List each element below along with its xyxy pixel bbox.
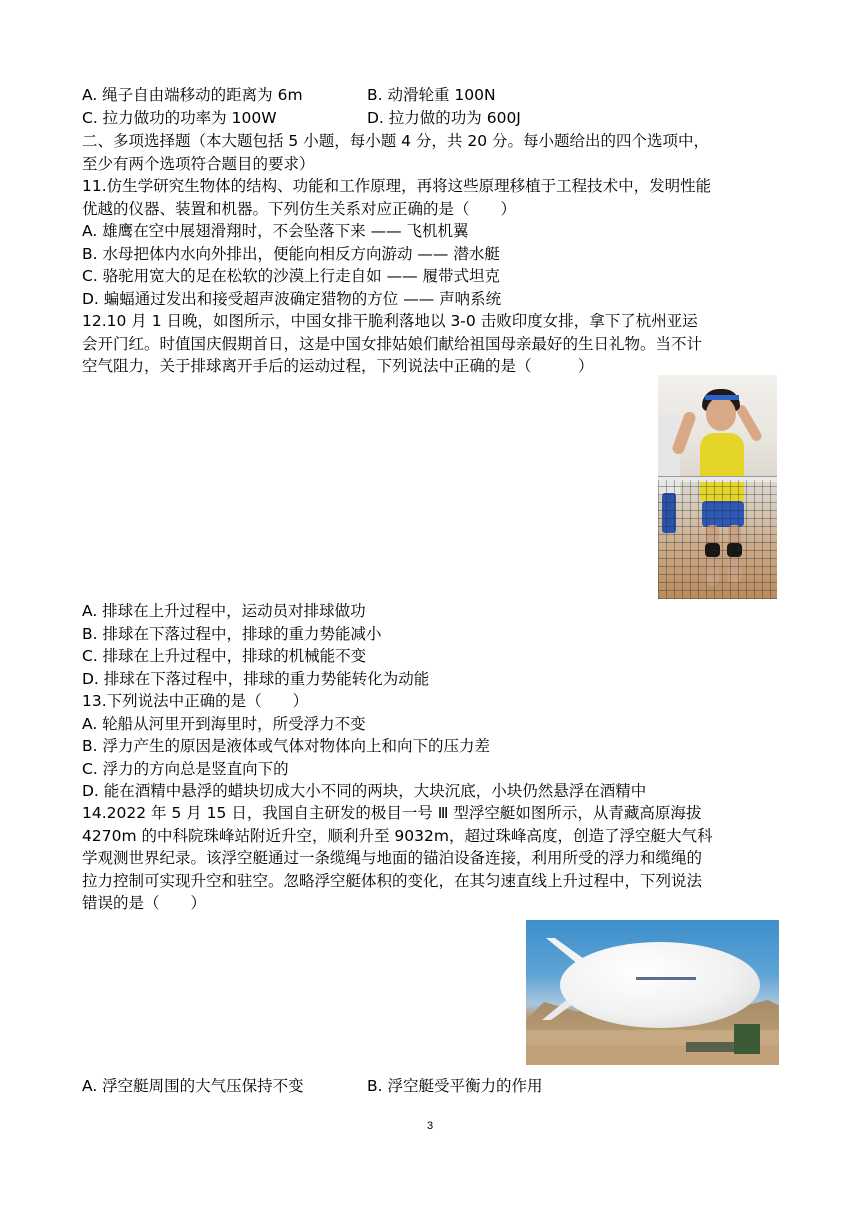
question-11 (82, 175, 711, 310)
q11-option-b: B. 水母把体内水向外排出，便能向相反方向游动 —— 潜水艇 (82, 244, 500, 263)
q11-stem-line-1: 11.仿生学研究生物体的结构、功能和工作原理，再将这些原理移植于工程技术中，发明性能 (82, 177, 712, 195)
q10-option-d: D. 拉力做的功为 600J (367, 108, 521, 127)
q14-stem-line-5: 错误的是（ ） (82, 894, 207, 912)
q11-option-a: A. 雄鹰在空中展翅滑翔时，不会坠落下来 —— 飞机机翼 (82, 222, 469, 240)
q12-stem-line-2: 会开门红。时值国庆假期首日，这是中国女排姑娘们献给祖国母亲最好的生日礼物。当不计 (82, 334, 703, 353)
q12-option-d: D. 排球在下落过程中，排球的重力势能转化为动能 (82, 669, 430, 688)
q10-options (82, 84, 521, 129)
question-14 (82, 802, 712, 915)
q12-options (82, 600, 429, 690)
q12-option-a: A. 排球在上升过程中，运动员对排球做功 (82, 602, 366, 620)
question-13 (82, 690, 646, 803)
q10-option-a: A. 绳子自由端移动的距离为 6m (82, 86, 303, 104)
q12-stem-line-3: 空气阻力，关于排球离开手后的运动过程，下列说法中正确的是（ ） (82, 357, 594, 375)
q12-stem-line-1: 12.10 月 1 日晚，如图所示，中国女排干脆利落地以 3-0 击败印度女排，拿下了杭州亚运 (82, 312, 698, 330)
q14-stem-line-3: 学观测世界纪录。该浮空艇通过一条缆绳与地面的锚泊设备连接，利用所受的浮力和缆绳的 (82, 849, 703, 867)
q14-stem-line-4: 拉力控制可实现升空和驻空。忽略浮空艇体积的变化，在其匀速直线上升过程中，下列说法 (82, 871, 703, 890)
q10-option-c: C. 拉力做功的功率为 100W (82, 108, 277, 127)
q13-stem: 13.下列说法中正确的是（ ） (82, 692, 309, 710)
q11-option-c: C. 骆驼用宽大的足在松软的沙漠上行走自如 —— 履带式坦克 (82, 267, 501, 285)
q14-option-b: B. 浮空艇受平衡力的作用 (367, 1077, 543, 1095)
section-2-heading (82, 130, 709, 175)
q12-option-c: C. 排球在上升过程中，排球的机械能不变 (82, 647, 367, 665)
airship-photo (526, 920, 779, 1065)
q14-option-a: A. 浮空艇周围的大气压保持不变 (82, 1077, 304, 1095)
q13-option-a: A. 轮船从河里开到海里时，所受浮力不变 (82, 714, 366, 733)
section-2-line-1: 二、多项选择题（本大题包括 5 小题，每小题 4 分，共 20 分。每小题给出的四个选项中， (82, 132, 710, 150)
q13-option-b: B. 浮力产生的原因是液体或气体对物体向上和向下的压力差 (82, 737, 490, 755)
q13-option-d: D. 能在酒精中悬浮的蜡块切成大小不同的两块，大块沉底，小块仍然悬浮在酒精中 (82, 782, 647, 800)
page-number: 3 (426, 1120, 434, 1132)
q10-option-b: B. 动滑轮重 100N (367, 86, 496, 104)
volleyball-player-photo (658, 375, 777, 599)
q13-option-c: C. 浮力的方向总是竖直向下的 (82, 759, 289, 778)
q14-options (82, 1075, 543, 1098)
q14-stem-line-1: 14.2022 年 5 月 15 日，我国自主研发的极目一号 Ⅲ 型浮空艇如图所示，从青藏高原海拔 (82, 804, 702, 822)
q11-stem-line-2: 优越的仪器、装置和机器。下列仿生关系对应正确的是（ ） (82, 199, 517, 218)
question-12 (82, 310, 702, 378)
q14-stem-line-2: 4270m 的中科院珠峰站附近升空，顺利升至 9032m，超过珠峰高度，创造了浮空艇大气科 (82, 826, 713, 845)
section-2-line-2: 至少有两个选项符合题目的要求） (82, 154, 315, 173)
q11-option-d: D. 蝙蝠通过发出和接受超声波确定猎物的方位 —— 声呐系统 (82, 289, 502, 308)
q12-option-b: B. 排球在下落过程中，排球的重力势能减小 (82, 624, 382, 643)
